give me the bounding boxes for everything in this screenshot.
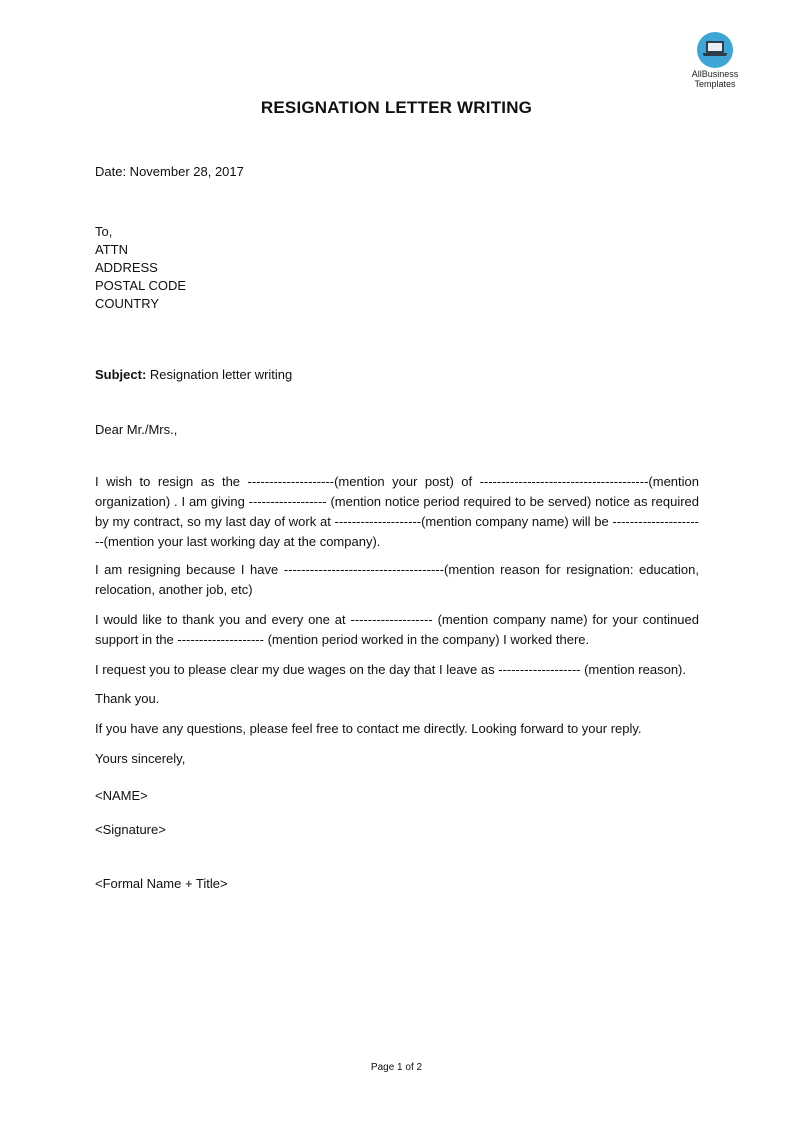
logo-text-line2: Templates [694,79,736,89]
paragraph-wages-request: I request you to please clear my due wages on the day that I leave as ------------------- (mention reason). [95,662,686,677]
recipient-postal-code: POSTAL CODE [95,278,187,293]
recipient-attn: ATTN [95,242,128,257]
paragraph-thank-you: Thank you. [95,691,160,706]
page-number: Page 1 of 2 [370,1062,423,1073]
paragraph-reason: I am resigning because I have -------------------------------------(mention reason for resignation: education, relocation, another job, etc) [95,562,699,597]
laptop-icon [697,32,733,68]
paragraph-thanks: I would like to thank you and every one at ------------------- (mention company name) for your continued support in the -------------------- (mention period worked in the company) I worked there. [95,612,699,647]
closing: Yours sincerely, [95,751,186,766]
letter-date: Date: November 28, 2017 [95,164,244,179]
paragraph-resignation-details: I wish to resign as the --------------------(mention your post) of ---------------------------------------(mention organization) . I am giving ------------------ (mention notice period required to be served) notice as required by my contract, so my last day of work at --------------------(mention company name) will be ----------------------(mention your last working day at the company). [95,474,699,549]
brand-logo [680,32,750,89]
formal-name-title: <Formal Name + Title> [95,876,228,891]
recipient-address: ADDRESS [95,260,158,275]
document-title: RESIGNATION LETTER WRITING [260,98,533,117]
recipient-to: To, [95,224,113,239]
paragraph-contact: If you have any questions, please feel free to contact me directly. Looking forward to your reply. [95,721,642,736]
salutation: Dear Mr./Mrs., [95,422,178,437]
logo-text-line1: AllBusiness [691,69,739,79]
subject-text: Resignation letter writing [146,367,293,382]
signature-placeholder: <Signature> [95,822,166,837]
subject-label: Subject: [95,367,147,382]
signature-name: <NAME> [95,788,148,803]
subject-line [95,366,292,384]
recipient-country: COUNTRY [95,296,160,311]
